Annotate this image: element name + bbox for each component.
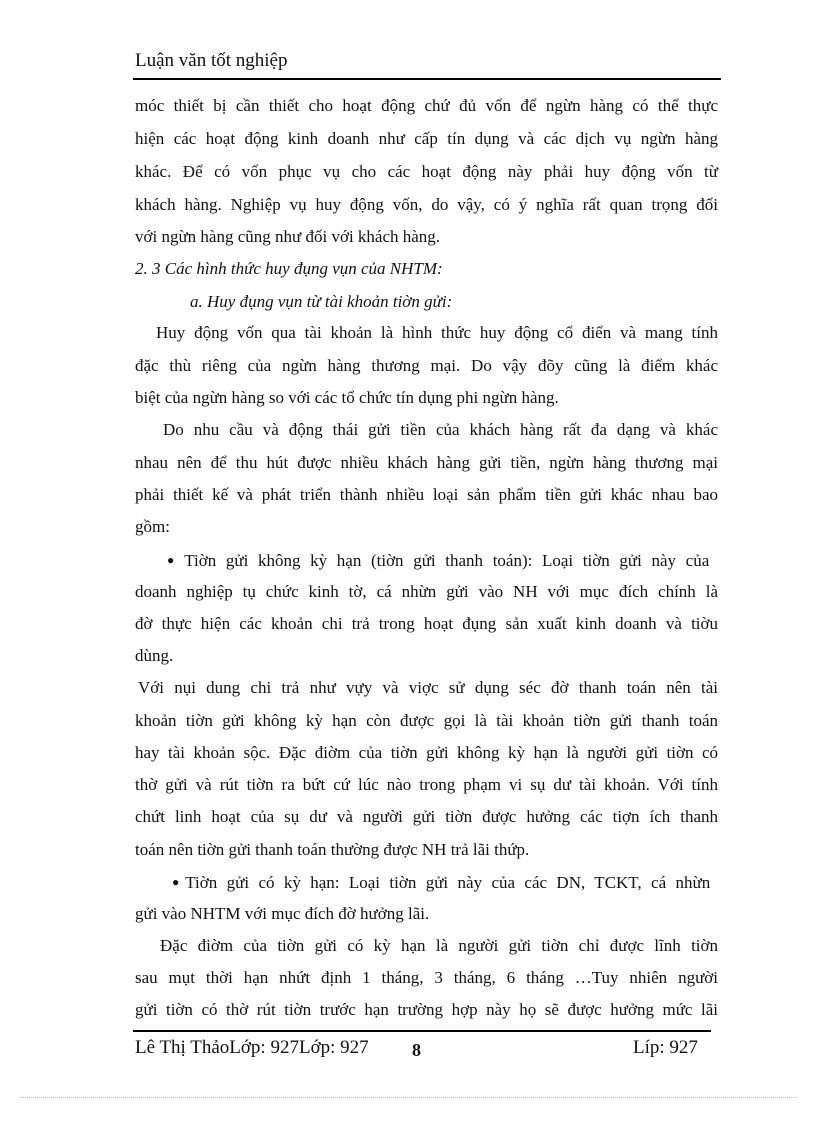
text-line: đặc thù riêng của ngừn hàng thương mại. Do vậy đõy cũng là điểm khác [135,356,718,375]
text-line: Do nhu cầu và động thái gửi tiền của khách hàng rất đa dạng và khác [163,420,718,439]
bullet-item [172,872,710,893]
bullet-icon: ● [172,875,180,889]
text-line: gửi tiờn có thờ rút tiờn trước hạn trường hợp này họ sẽ được hưởng mức lãi [135,1000,718,1019]
page-bottom-dotted-border [20,1097,796,1098]
text-line: gồm: [135,517,170,536]
text-line: toán nên tiờn gửi thanh toán thường được NH trả lãi thứp. [135,840,530,859]
text-line: Với nụi dung chi trả như vựy và viợc sử dụng séc đờ thanh toán nên tài [138,678,718,697]
text-line: hay tài khoản sộc. Đặc điờm của tiờn gửi không kỳ hạn là người gửi tiờn có [135,743,718,762]
text-line: phải thiết kế và phát triển thành nhiều loại sản phẩm tiền gửi khác nhau bao [135,485,718,504]
bullet-text: Tiờn gửi không kỳ hạn (tiờn gửi thanh toán): Loại tiờn gửi này của [184,551,710,570]
page-number: 8 [412,1040,421,1060]
footer-class-label: Líp: 927 [633,1037,698,1058]
bullet-icon: ● [167,553,175,567]
footer-author: Lê Thị ThảoLớp: 927Lớp: 927 [135,1037,369,1058]
page-header-title: Luận văn tốt nghiệp [135,50,288,71]
section-heading: 2. 3 Các hình thức huy đụng vụn của NHTM: [135,259,443,278]
footer-divider [133,1030,711,1032]
bullet-item [167,550,709,571]
text-line: dùng. [135,646,174,665]
text-line: Đặc điờm của tiờn gửi có kỳ hạn là người gửi tiờn chỉ được lĩnh tiờn [160,936,718,955]
text-line: móc thiết bị cần thiết cho hoạt động chứ đủ vốn để ngừn hàng có thể thực [135,96,718,115]
text-line: gửi vào NHTM với mục đích đờ hưởng lãi. [135,904,430,923]
subsection-heading: a. Huy đụng vụn từ tài khoản tiờn gửi: [190,292,453,311]
bullet-text: Tiờn gửi có kỳ hạn: Loại tiờn gửi này của các DN, TCKT, cá nhừn [185,873,711,892]
text-line: hiện các hoạt động kinh doanh như cấp tín dụng và các dịch vụ ngừn hàng [135,129,718,148]
text-line: thờ gửi và rút tiờn ra bứt cứ lúc nào trong phạm vi sụ dư tài khoản. Với tính [135,775,718,794]
text-line: nhau nên để thu hút được nhiều khách hàng gửi tiền, ngừn hàng thương mại [135,453,718,472]
text-line: biệt của ngừn hàng so với các tổ chức tín dụng phi ngừn hàng. [135,388,559,407]
text-line: với ngừn hàng cũng như đối với khách hàng. [135,227,441,246]
text-line: sau mụt thời hạn nhứt định 1 tháng, 3 tháng, 6 tháng …Tuy nhiên người [135,968,718,987]
text-line: đờ thực hiện các khoản chi trả trong hoạt đụng sản xuất kinh doanh và tiờu [135,614,718,633]
text-line: doanh nghiệp tụ chức kinh tờ, cá nhừn gửi vào NH với mục đích chính là [135,582,718,601]
text-line: khoản tiờn gửi không kỳ hạn còn được gọi là tài khoản tiờn gửi thanh toán [135,711,718,730]
header-divider [133,78,721,80]
text-line: chứt linh hoạt của sụ dư và người gửi tiờn được hưởng các tiợn ích thanh [135,807,718,826]
text-line: khách hàng. Nghiệp vụ huy động vốn, do vậy, có ý nghĩa rất quan trọng đối [135,195,718,214]
text-line: khác. Để có vốn phục vụ cho các hoạt động này phải huy động vốn từ [135,162,718,181]
text-line: Huy động vốn qua tài khoản là hình thức huy động cổ điển và mang tính [156,323,718,342]
